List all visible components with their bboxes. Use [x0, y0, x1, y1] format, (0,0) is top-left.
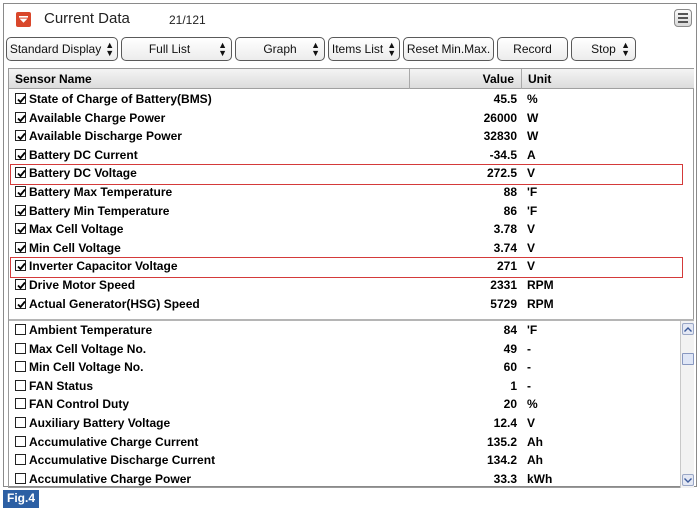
standard-display-label: Standard Display — [9, 42, 102, 56]
checkbox-unchecked[interactable] — [15, 436, 26, 447]
table-row[interactable] — [9, 276, 694, 295]
sensor-name: Accumulative Charge Current — [29, 434, 199, 449]
sensor-unit: RPM — [527, 296, 554, 311]
title-bar — [4, 4, 696, 34]
sensor-table — [8, 68, 694, 488]
stop-select[interactable] — [571, 37, 636, 61]
checkbox-unchecked[interactable] — [15, 361, 26, 372]
list-menu-icon[interactable] — [674, 9, 692, 27]
sensor-name: Battery DC Current — [29, 147, 138, 162]
table-row[interactable] — [9, 257, 694, 276]
checkbox-unchecked[interactable] — [15, 324, 26, 335]
graph-select[interactable] — [235, 37, 325, 61]
sensor-unit: - — [527, 378, 531, 393]
sensor-value: 5729 — [490, 296, 517, 311]
sensor-name: Inverter Capacitor Voltage — [29, 259, 178, 274]
record-button[interactable] — [497, 37, 568, 61]
full-list-select[interactable] — [121, 37, 232, 61]
checkbox-unchecked[interactable] — [15, 473, 26, 484]
sensor-value: 88 — [503, 184, 517, 199]
scroll-thumb[interactable] — [682, 353, 694, 365]
table-row[interactable] — [9, 183, 694, 202]
sensor-name: Battery Max Temperature — [29, 184, 173, 199]
sensor-unit: Ah — [527, 453, 543, 468]
table-row[interactable] — [9, 377, 694, 396]
full-list-label: Full List — [148, 42, 191, 56]
checkbox-unchecked[interactable] — [15, 398, 26, 409]
sensor-unit: % — [527, 92, 538, 106]
sensor-value: 32830 — [483, 129, 517, 144]
sensor-name: Available Charge Power — [29, 110, 166, 125]
table-row[interactable] — [9, 146, 694, 165]
header-sensor-name[interactable]: Sensor Name — [15, 72, 92, 86]
available-sensors-rows — [9, 321, 694, 488]
items-list-label: Items List — [331, 42, 384, 56]
sensor-unit: % — [527, 397, 538, 412]
dropdown-collapse-icon[interactable] — [16, 12, 31, 27]
sensor-name: Battery Min Temperature — [29, 203, 170, 218]
sensor-name: Accumulative Charge Power — [29, 471, 192, 486]
standard-display-select[interactable] — [6, 37, 118, 61]
stop-label: Stop — [591, 42, 616, 56]
sensor-value: 33.3 — [493, 471, 517, 486]
sensor-unit: W — [527, 110, 539, 125]
item-count: 21/121 — [169, 13, 206, 27]
sensor-unit: V — [527, 415, 536, 430]
sensor-value: 60 — [503, 360, 517, 375]
table-row[interactable] — [9, 433, 694, 452]
checkbox-checked[interactable] — [15, 242, 26, 253]
sensor-value: 134.2 — [486, 453, 517, 468]
sensor-name: Battery DC Voltage — [29, 166, 137, 181]
sensor-unit: kWh — [527, 471, 553, 486]
table-row[interactable] — [9, 470, 694, 489]
checkbox-checked[interactable] — [15, 93, 26, 104]
sensor-unit: V — [527, 166, 536, 181]
selected-sensors-list — [9, 90, 694, 316]
sensor-value: 3.78 — [493, 222, 517, 237]
sensor-unit: V — [527, 259, 536, 274]
sensor-unit: W — [527, 129, 539, 144]
sensor-name: FAN Status — [29, 378, 94, 393]
table-row[interactable] — [9, 321, 694, 340]
sensor-value: 272.5 — [486, 166, 517, 181]
sensor-value: 49 — [503, 341, 517, 356]
table-row[interactable] — [9, 164, 694, 183]
checkbox-checked[interactable] — [15, 260, 26, 271]
vertical-scrollbar[interactable] — [680, 321, 694, 488]
sensor-unit: V — [527, 240, 536, 255]
table-row[interactable] — [9, 451, 694, 470]
sensor-value: 135.2 — [486, 434, 517, 449]
table-row[interactable] — [9, 414, 694, 433]
sensor-value: 3.74 — [493, 240, 517, 255]
sensor-unit: - — [527, 360, 531, 375]
checkbox-checked[interactable] — [15, 186, 26, 197]
sensor-name: Accumulative Discharge Current — [29, 453, 216, 468]
sensor-unit: RPM — [527, 277, 554, 292]
record-label: Record — [513, 42, 552, 56]
sensor-name: FAN Control Duty — [29, 397, 129, 412]
sensor-name: Min Cell Voltage No. — [29, 360, 144, 375]
header-value[interactable]: Value — [409, 69, 516, 89]
table-row[interactable] — [9, 295, 694, 314]
sensor-value: 12.4 — [493, 415, 517, 430]
checkbox-checked[interactable] — [15, 223, 26, 234]
sensor-value: 20 — [503, 397, 517, 412]
sensor-name: Auxiliary Battery Voltage — [29, 415, 171, 430]
checkbox-checked[interactable] — [15, 130, 26, 141]
sensor-value: 84 — [503, 323, 517, 337]
checkbox-checked[interactable] — [15, 149, 26, 160]
scroll-up-icon[interactable] — [682, 323, 694, 335]
table-row[interactable] — [9, 395, 694, 414]
graph-label: Graph — [263, 42, 297, 56]
sensor-name: Min Cell Voltage — [29, 240, 121, 255]
table-header — [9, 69, 694, 89]
table-row[interactable] — [9, 202, 694, 221]
reset-min-max-label: Reset Min.Max. — [406, 42, 491, 56]
figure-label: Fig.4 — [3, 490, 39, 508]
checkbox-checked[interactable] — [15, 205, 26, 216]
sensor-unit: 'F — [527, 323, 538, 337]
sensor-unit: A — [527, 147, 536, 162]
sensor-unit: V — [527, 222, 536, 237]
table-row[interactable] — [9, 340, 694, 359]
table-row[interactable] — [9, 90, 694, 109]
window-title: Current Data — [44, 10, 130, 27]
items-list-select[interactable] — [328, 37, 400, 61]
sensor-unit: Ah — [527, 434, 543, 449]
table-row[interactable] — [9, 358, 694, 377]
checkbox-unchecked[interactable] — [15, 380, 26, 391]
sensor-name: Max Cell Voltage — [29, 222, 124, 237]
checkbox-unchecked[interactable] — [15, 417, 26, 428]
checkbox-checked[interactable] — [15, 167, 26, 178]
table-row[interactable] — [9, 109, 694, 128]
updown-arrow-icon: ▲ ▼ — [311, 40, 320, 58]
checkbox-unchecked[interactable] — [15, 343, 26, 354]
updown-arrow-icon: ▲ ▼ — [105, 40, 115, 58]
checkbox-checked[interactable] — [15, 112, 26, 123]
sensor-name: Ambient Temperature — [29, 323, 153, 337]
table-row[interactable] — [9, 127, 694, 146]
checkbox-checked[interactable] — [15, 298, 26, 309]
sensor-value: 45.5 — [493, 92, 517, 106]
checkbox-unchecked[interactable] — [15, 454, 26, 465]
sensor-unit: - — [527, 341, 531, 356]
sensor-name: Max Cell Voltage No. — [29, 341, 147, 356]
toolbar — [6, 37, 696, 61]
available-sensors-list — [9, 319, 694, 488]
sensor-name: Drive Motor Speed — [29, 277, 136, 292]
header-unit[interactable]: Unit — [521, 69, 551, 89]
reset-min-max-button[interactable] — [403, 37, 494, 61]
scroll-down-icon[interactable] — [682, 474, 694, 486]
sensor-value: 86 — [503, 203, 517, 218]
checkbox-checked[interactable] — [15, 279, 26, 290]
sensor-value: -34.5 — [489, 147, 517, 162]
updown-arrow-icon: ▲ ▼ — [387, 40, 397, 58]
sensor-name: Actual Generator(HSG) Speed — [29, 296, 200, 311]
sensor-value: 2331 — [490, 277, 517, 292]
table-row[interactable] — [9, 239, 694, 258]
sensor-value: 271 — [496, 259, 517, 274]
sensor-name: Available Discharge Power — [29, 129, 182, 144]
sensor-value: 26000 — [483, 110, 517, 125]
table-row[interactable] — [9, 220, 694, 239]
sensor-value: 1 — [510, 378, 517, 393]
sensor-name: State of Charge of Battery(BMS) — [29, 92, 212, 106]
updown-arrow-icon: ▲ ▼ — [218, 40, 227, 58]
sensor-unit: 'F — [527, 203, 538, 218]
sensor-unit: 'F — [527, 184, 538, 199]
updown-arrow-icon: ▲ ▼ — [621, 40, 630, 58]
current-data-window — [3, 3, 697, 487]
